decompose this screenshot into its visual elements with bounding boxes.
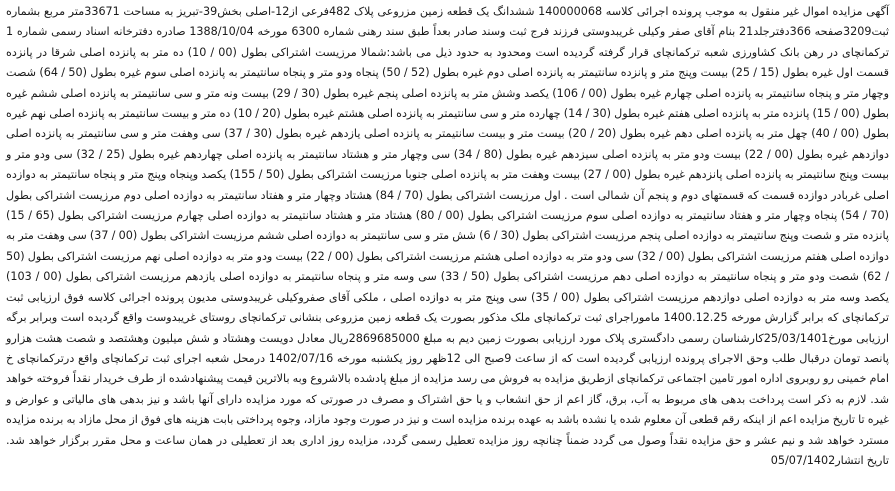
auction-notice-text: آگهی مزایده اموال غیر منقول به موجب پرونده اجرائی کلاسه 140000068 ششدانگ یک قطعه زمین مزروعی پلاک 482فرعی از12-اصلی بخش39-تبریز به مساحت 33671متر مربع بشماره ثبت3209صفحه 366دفترجلد21 بنام آقای صفر وکیلی غریبدوستی فرزند فرج ثبت وسند صادر بعداً طبق سند رهنی شماره 6300 مورخه 1388/10/04 صادره دفترخانه اسناد رسمی شماره 1 ترکمانچای در رهن بانک کشاورزی شعبه ترکمانچای قرار گرفته گردیده است ومحدود به حدود ذیل می باشد:شمالا مرزیست اشتراکی بطول (00 / 10) ده متر به پانزده اصلی شرقا در پانزده قسمت اول غیره بطول (15 / 25) بیست وپنج متر و پانزده سانتیمتر به پانزده اصلی دوم غیره بطول (52 / 50) پنجاه ودو متر و پنجاه سانتیمتر به پانزده اصلی سوم غیره بطول (50 / 64) شصت وچهار متر و پنجاه سانتیمتر به پانزده اصلی چهارم غیره بطول (00 / 106) یکصد وشش متر به پانزده اصلی پنجم غیره بطول (30 / 29) بیست ونه متر و سی سانتیمتر به پانزده اصلی ششم غیره بطول (00 / 15) پانزده متر به پانزده اصلی هفتم غیره بطول (30 / 14) چهارده متر و سی سانتیمتر به پانزده اصلی هشتم غیره بطول (20 / 10) ده متر و بیست سانتیمتر به پانزده اصلی نهم غیره بطول (00 / 40) چهل متر به پانزده اصلی دهم غیره بطول (20 / 20) بیست متر و بیست سانتیمتر به پانزده اصلی یازدهم غیره بطول (30 / 37) سی وهفت متر و سی سانتیمتر به پانزده اصلی دوازدهم غیره بطول (00 / 22) بیست ودو متر به پانزده اصلی سیزدهم غیره بطول (80 / 34) سی وچهار متر و هشتاد سانتیمتر به پانزده اصلی چهاردهم غیره بطول (25 / 32) سی ودو متر و بیست وپنج سانتیمتر به پانزده اصلی پانزدهم غیره بطول (00 / 27) بیست وهفت متر به پانزده اصلی جنوبا مرزیست اشتراکی بطول (50 / 155) یکصد وپنجاه وپنج متر و پنجاه سانتیمتر به دوازده اصلی غربادر دوازده قسمت که قسمتهای دوم و پنجم آن شمالی است . اول مرزیست اشتراکی بطول (70 / 84) هشتاد وچهار متر و هفتاد سانتیمتر به دوازده اصلی دوم مرزیست اشتراکی بطول (70 / 54) پنجاه وچهار متر و هفتاد سانتیمتر به دوازده اصلی سوم مرزیست اشتراکی بطول (00 / 80) هشتاد متر و هشتاد سانتیمتر به دوازده اصلی چهارم مرزیست اشتراکی بطول (65 / 15) پانزده متر و شصت وپنج سانتیمتر به دوازده اصلی پنجم مرزیست اشتراکی بطول (30 / 6) شش متر و سی سانتیمتر به دوازده اصلی ششم مرزیست اشتراکی بطول (00 / 37) سی وهفت متر به دوازده اصلی هفتم مرزیست اشتراکی بطول (00 / 32) سی ودو متر به دوازده اصلی هشتم مرزیست اشتراکی بطول (00 / 22) بیست ودو متر به دوازده اصلی نهم مرزیست اشتراکی بطول (50 / 62) شصت ودو متر و پنجاه سانتیمتر به دوازده اصلی دهم مرزیست اشتراکی بطول (50 / 33) سی وسه متر و پنجاه سانتیمتر به دوازده اصلی یازدهم مرزیست اشتراکی بطول (00 / 103) یکصد وسه متر به دوازده اصلی دوازدهم مرزیست اشتراکی بطول (00 / 35) سی وپنج متر به دوازده اصلی ، ملکی آقای صفروکیلی غریبدوستی مدیون پرونده اجرائی کلاسه فوق ارزیابی ثبت ترکمانچای که برابر گزارش مورخه 1400.12.25 ماموراجرای ثبت ترکمانچای ملک مذکور بصورت یک قطعه زمین مزروعی بنشانی ترکمانچای روستای غریبدوست واقع گردیده است وبرابر برگه ارزیابی مورخ25/03/1401کارشناسان رسمی دادگستری پلاک مورد ارزیابی بصورت زمین دیم به مبلغ 2869685000ریال معادل دویست وهشتاد و شش میلیون وهشتصد و شصت هشت هزارو پانصد تومان درقبال طلب وحق الاجرای پرونده ارزیابی گردیده است که از ساعت 9صبح الی 12ظهر روز یکشنبه مورخه 1402/07/16 درمحل شعبه اجرای ثبت ترکمانچای واقع درترکمانچای خ امام خمینی رو روبروی اداره امور تامین اجتماعی ترکمانچای ازطریق مزایده به فروش می رسد مزایده از مبلغ پادشده بالاشروع وبه بالاترین قیمت پیشنهادشده از طرف خریدار نقداً فروخته خواهد شد. لازم به ذکر است پرداخت بدهی های مربوط به آب، برق، گاز اعم از حق انشعاب و یا حق اشتراک و مصرف در صورتی که مورد مزایده دارای آنها باشد و نیز بدهی های مالیاتی و عوارض و غیره تا تاریخ مزایده اعم از اینکه رقم قطعی آن معلوم شده یا نشده باشد به عهده برنده مزایده است و نیز در صورت وجود مازاد، وجوه پرداختی بابت هزینه های فوق از محل مازاد به برنده مزایده مسترد خواهد شد و نیم عشر و حق مزایده نقداً وصول می گردد ضمناً چنانچه روز مزایده تعطیل رسمی گردد، مزایده روز اداری بعد از تعطیلی در همان ساعت و محل مقرر برگزار خواهد شد. تاریخ انتشار05/07/1402	[6, 5, 890, 467]
